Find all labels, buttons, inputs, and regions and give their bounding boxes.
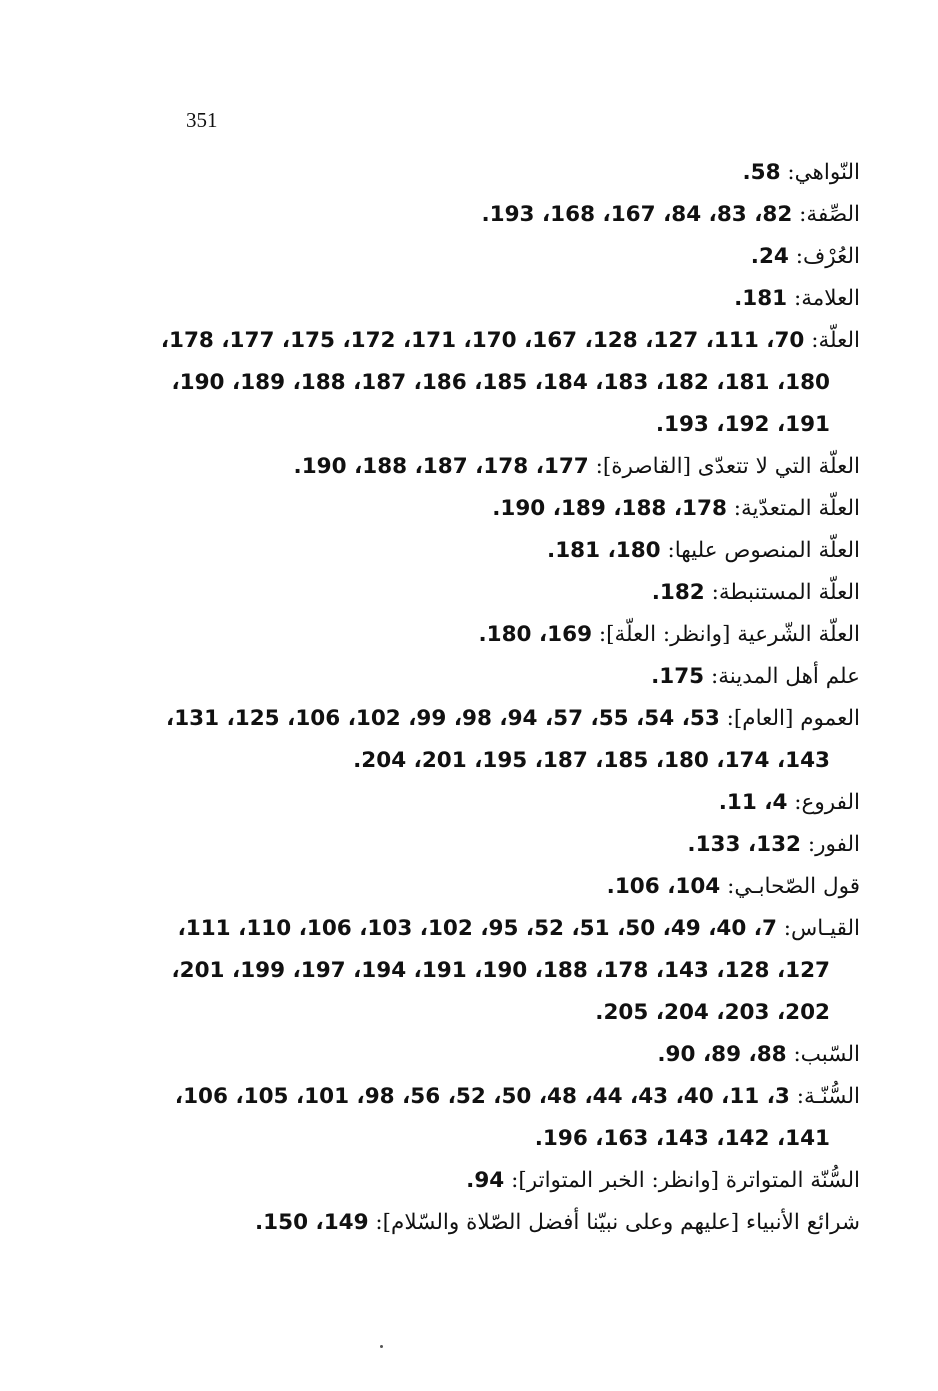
index-term: العلّة:: [804, 328, 860, 353]
index-entry-line: [160, 236, 860, 278]
index-entry: [160, 152, 860, 194]
index-entry-continuation: [160, 404, 860, 446]
index-term: علم أهل المدينة:: [704, 664, 860, 689]
index-entry-line: [160, 1160, 860, 1202]
index-entry: [160, 866, 860, 908]
index-entry: [160, 194, 860, 236]
page-references: 127، 128، 143، 178، 188، 190، 191، 194، 197، 199، 201،: [171, 958, 830, 983]
index-entry-line: [160, 866, 860, 908]
index-entry: [160, 908, 860, 1034]
index-term: العُرْف:: [788, 244, 860, 269]
index-entry: [160, 656, 860, 698]
index-entry-line: [160, 698, 860, 740]
index-entry-line: [160, 824, 860, 866]
page-references: 58.: [742, 160, 781, 185]
index-entry-line: [160, 488, 860, 530]
index-term: العموم [العام]:: [719, 706, 860, 731]
index-entry: [160, 488, 860, 530]
index-entry: [160, 782, 860, 824]
index-term: القيـاس:: [776, 916, 860, 941]
index-entry-line: [160, 194, 860, 236]
index-entry-line: [160, 1034, 860, 1076]
index-entry-line: [160, 656, 860, 698]
index-term: الفور:: [801, 832, 860, 857]
index-term: السُّنّـة:: [789, 1084, 860, 1109]
index-term: الصِّفة:: [792, 202, 860, 227]
page-references: 175.: [651, 664, 705, 689]
index-entry-line: [160, 278, 860, 320]
page-references: 70، 111، 127، 128، 167، 170، 171، 172، 175، 177، 178،: [160, 328, 805, 353]
page-references: 53، 54، 55، 57، 94، 98، 99، 102، 106، 125، 131،: [166, 706, 720, 731]
page-references: 7، 40، 49، 50، 51، 52، 95، 102، 103، 106، 110، 111،: [177, 916, 777, 941]
page-references: 177، 178، 187، 188، 190.: [293, 454, 589, 479]
page-references: 3، 11، 40، 43، 44، 48، 50، 52، 56، 98، 101، 105، 106،: [174, 1084, 790, 1109]
index-entry-line: [160, 446, 860, 488]
page-references: 143، 174، 180، 185، 187، 195، 201، 204.: [353, 748, 830, 773]
index-entry-line: [160, 1202, 860, 1244]
index-term: شرائع الأنبياء [عليهم وعلى نبيّنا أفضل الصّلاة والسّلام]:: [368, 1210, 860, 1235]
ink-speck: [380, 1345, 383, 1348]
index-entry: [160, 824, 860, 866]
index-entry: [160, 698, 860, 782]
index-entry: [160, 1160, 860, 1202]
index-term: العلّة التي لا تتعدّى [القاصرة]:: [588, 454, 860, 479]
index-entry: [160, 530, 860, 572]
index-term: العلّة المستنبطة:: [704, 580, 860, 605]
page-references: 88، 89، 90.: [657, 1042, 787, 1067]
index-entries: [160, 152, 860, 1244]
page-references: 191، 192، 193.: [655, 412, 830, 437]
index-entry-line: [160, 530, 860, 572]
index-entry: [160, 572, 860, 614]
index-entry-line: [160, 782, 860, 824]
index-term: العلّة المتعدّية:: [726, 496, 860, 521]
page-references: 4، 11.: [718, 790, 788, 815]
index-entry-line: [160, 152, 860, 194]
index-entry-line: [160, 614, 860, 656]
page-references: 182.: [651, 580, 705, 605]
index-entry: [160, 614, 860, 656]
page-references: 24.: [750, 244, 789, 269]
index-entry-line: [160, 320, 860, 362]
index-term: السّبب:: [786, 1042, 860, 1067]
index-entry: [160, 236, 860, 278]
index-entry: [160, 446, 860, 488]
index-term: النّواهي:: [780, 160, 860, 185]
page-number: 351: [186, 108, 218, 132]
index-entry-continuation: [160, 362, 860, 404]
index-term: العلّة الشّرعية [وانظر: العلّة]:: [592, 622, 860, 647]
index-term: الفروع:: [787, 790, 860, 815]
page-references: 180، 181، 182، 183، 184، 185، 186، 187، 188، 189، 190،: [171, 370, 830, 395]
index-entry-continuation: [160, 992, 860, 1034]
index-entry-line: [160, 572, 860, 614]
page-references: 132، 133.: [687, 832, 802, 857]
index-term: السُّنّة المتواترة [وانظر: الخبر المتواتر]:: [504, 1168, 860, 1193]
page-references: 169، 180.: [478, 622, 593, 647]
index-entry: [160, 1202, 860, 1244]
index-entry: [160, 1076, 860, 1160]
index-entry-continuation: [160, 950, 860, 992]
page-references: 82، 83، 84، 167، 168، 193.: [481, 202, 793, 227]
index-entry: [160, 1034, 860, 1076]
page-references: 149، 150.: [254, 1210, 369, 1235]
index-entry-continuation: [160, 740, 860, 782]
index-entry: [160, 320, 860, 446]
index-term: العلّة المنصوص عليها:: [660, 538, 860, 563]
page-references: 104، 106.: [606, 874, 721, 899]
index-entry: [160, 278, 860, 320]
page-references: 178، 188، 189، 190.: [492, 496, 727, 521]
index-entry-line: [160, 908, 860, 950]
page-references: 180، 181.: [547, 538, 661, 563]
index-entry-continuation: [160, 1118, 860, 1160]
page-references: 202، 203، 204، 205.: [595, 1000, 830, 1025]
page-references: 181.: [734, 286, 788, 311]
page-references: 94.: [466, 1168, 505, 1193]
index-term: قول الصّحابـي:: [720, 874, 860, 899]
index-term: العلامة:: [787, 286, 860, 311]
page-references: 141، 142، 143، 163، 196.: [534, 1126, 830, 1151]
index-entry-line: [160, 1076, 860, 1118]
